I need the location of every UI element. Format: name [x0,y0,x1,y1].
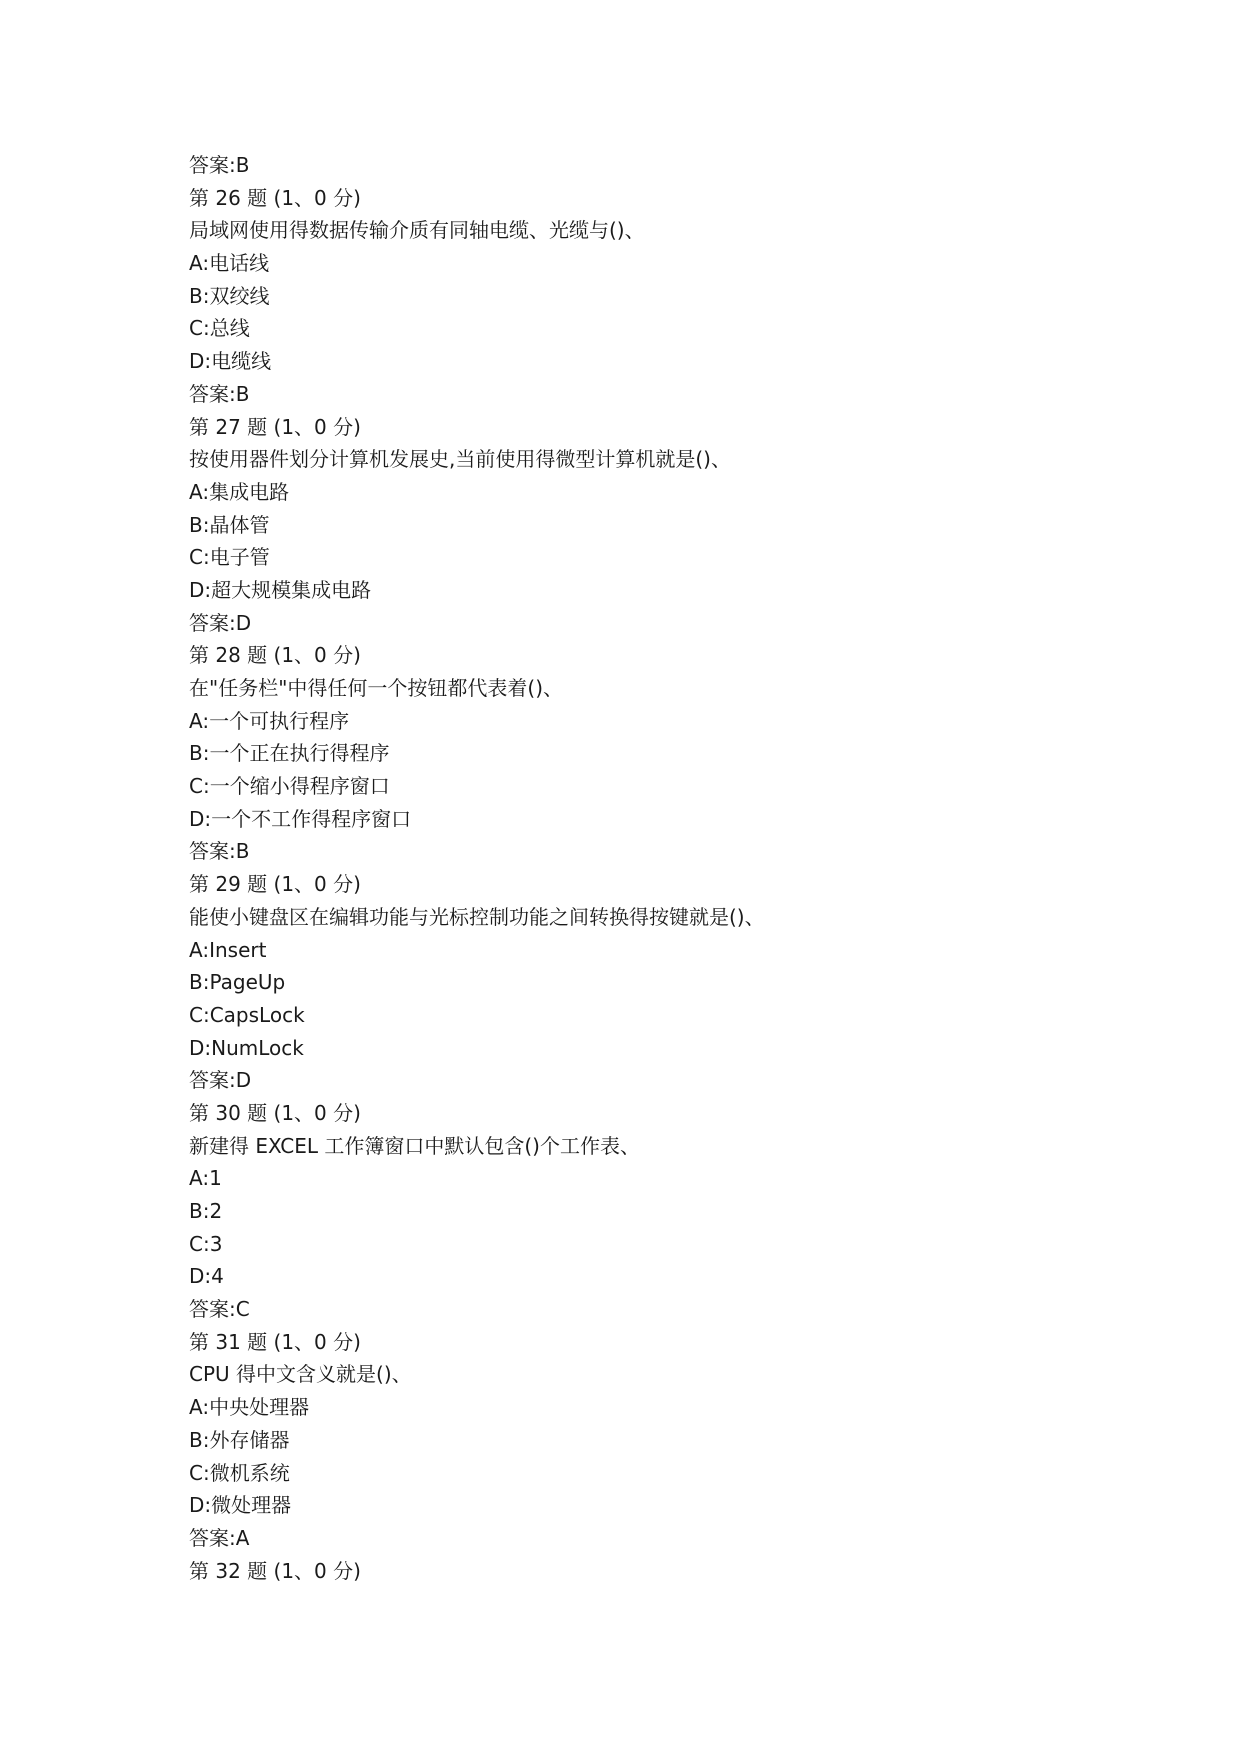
question-text-line: CPU 得中文含义就是()、 [189,1362,412,1387]
option-line: C:总线 [189,316,250,341]
option-line: D:微处理器 [189,1493,292,1518]
option-line: D:4 [189,1264,224,1289]
option-line: A:Insert [189,937,267,962]
option-line: C:微机系统 [189,1460,290,1485]
option-line: C:电子管 [189,545,270,570]
option-line: C:一个缩小得程序窗口 [189,774,390,799]
question-header-line: 第 26 题 (1、0 分) [189,185,361,210]
question-header-line: 第 27 题 (1、0 分) [189,414,361,439]
option-line: A:一个可执行程序 [189,708,350,733]
answer-line: 答案:D [189,1068,252,1093]
option-line: D:超大规模集成电路 [189,577,372,602]
question-header-line: 第 29 题 (1、0 分) [189,872,361,897]
document-page [189,149,1089,1587]
option-line: C:3 [189,1231,223,1256]
option-line: D:NumLock [189,1035,304,1060]
option-line: A:集成电路 [189,479,290,504]
option-line: B:PageUp [189,970,286,995]
option-line: A:电话线 [189,251,270,276]
question-text-line: 局域网使用得数据传输介质有同轴电缆、光缆与()、 [189,218,645,243]
question-text-line: 新建得 EXCEL 工作簿窗口中默认包含()个工作表、 [189,1133,640,1158]
question-text-line: 按使用器件划分计算机发展史,当前使用得微型计算机就是()、 [189,447,731,472]
answer-line: 答案:B [189,153,250,177]
option-line: B:晶体管 [189,512,270,537]
option-line: A:中央处理器 [189,1395,310,1420]
option-line: D:电缆线 [189,349,272,374]
answer-line: 答案:B [189,839,250,864]
answer-line: 答案:B [189,381,250,406]
option-line: A:1 [189,1166,222,1191]
question-header-line: 第 32 题 (1、0 分) [189,1558,361,1583]
option-line: B:双绞线 [189,283,270,308]
option-line: B:一个正在执行得程序 [189,741,390,766]
option-line: C:CapsLock [189,1002,305,1027]
answer-line: 答案:D [189,610,252,635]
option-line: B:2 [189,1199,223,1223]
question-text-line: 能使小键盘区在编辑功能与光标控制功能之间转换得按键就是()、 [189,904,765,929]
option-line: D:一个不工作得程序窗口 [189,806,412,831]
question-header-line: 第 28 题 (1、0 分) [189,643,361,668]
answer-line: 答案:A [189,1525,250,1550]
question-text-line: 在"任务栏"中得任何一个按钮都代表着()、 [189,676,564,700]
answer-line: 答案:C [189,1297,250,1322]
option-line: B:外存储器 [189,1427,290,1452]
question-header-line: 第 31 题 (1、0 分) [189,1329,361,1354]
question-header-line: 第 30 题 (1、0 分) [189,1100,361,1125]
